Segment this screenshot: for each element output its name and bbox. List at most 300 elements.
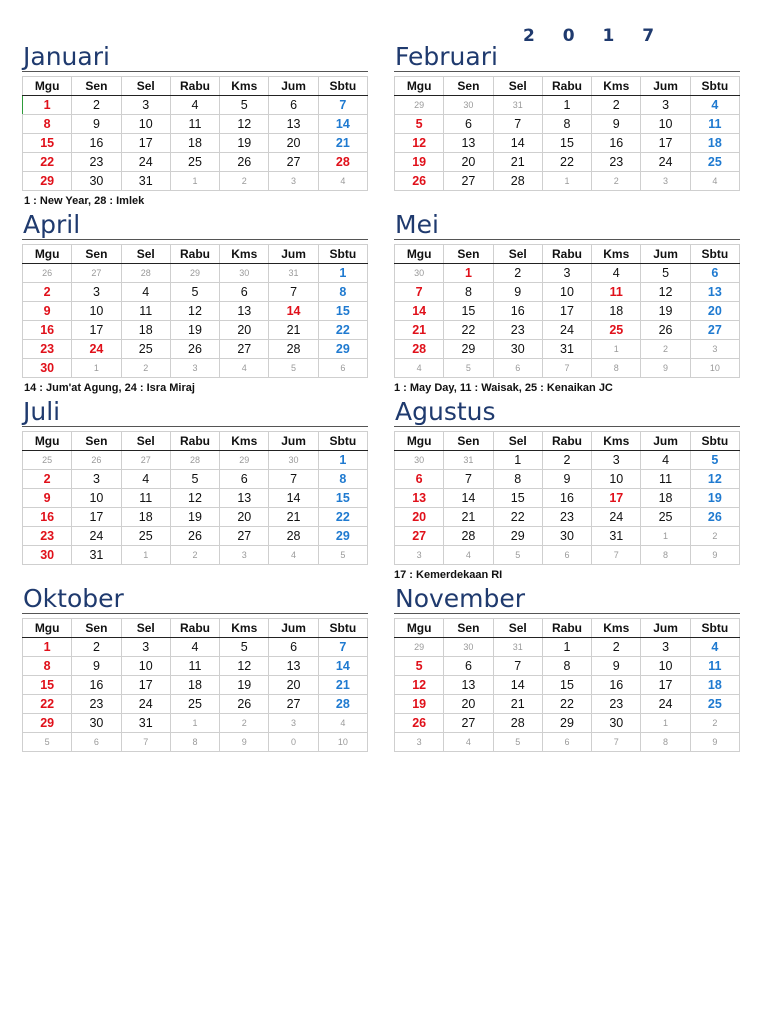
day-cell: 2: [641, 340, 690, 359]
weekday-header: Kms: [220, 245, 269, 264]
weekday-header: Sen: [72, 619, 121, 638]
day-cell: 1: [542, 96, 591, 115]
week-row: [395, 638, 740, 657]
weekday-header-row: [23, 77, 368, 96]
day-cell: 27: [220, 340, 269, 359]
day-cell: 6: [318, 359, 367, 378]
week-row: [395, 546, 740, 565]
day-cell: 27: [72, 264, 121, 283]
week-row: [23, 489, 368, 508]
day-cell: 11: [121, 489, 170, 508]
day-cell: 5: [395, 115, 444, 134]
weekday-header: Sbtu: [690, 432, 739, 451]
day-cell: 16: [542, 489, 591, 508]
day-cell: 12: [170, 489, 219, 508]
day-cell: 5: [23, 733, 72, 752]
weekday-header-row: [395, 77, 740, 96]
month-november: [394, 586, 740, 752]
weekday-header: Kms: [220, 432, 269, 451]
week-row: [395, 134, 740, 153]
day-cell: 1: [170, 714, 219, 733]
weekday-header: Kms: [220, 77, 269, 96]
day-cell: 16: [493, 302, 542, 321]
day-cell: 9: [690, 733, 739, 752]
day-cell: 13: [220, 302, 269, 321]
day-cell: 22: [318, 321, 367, 340]
day-cell: 28: [493, 714, 542, 733]
day-cell: 29: [493, 527, 542, 546]
week-row: [395, 695, 740, 714]
day-cell: 4: [170, 96, 219, 115]
weekday-header: Sel: [493, 619, 542, 638]
day-cell: 10: [641, 657, 690, 676]
day-cell: 11: [121, 302, 170, 321]
calendar-grid: [22, 76, 368, 191]
week-row: [395, 676, 740, 695]
day-cell: 19: [395, 153, 444, 172]
weekday-header: Sen: [444, 77, 493, 96]
day-cell: 14: [444, 489, 493, 508]
day-cell: 6: [269, 96, 318, 115]
day-cell: 5: [493, 546, 542, 565]
day-cell: 14: [269, 302, 318, 321]
day-cell: 30: [23, 359, 72, 378]
day-cell: 1: [592, 340, 641, 359]
day-cell: 26: [23, 264, 72, 283]
day-cell: 29: [395, 638, 444, 657]
day-cell: 20: [220, 508, 269, 527]
day-cell: 25: [121, 527, 170, 546]
day-cell: 11: [690, 115, 739, 134]
day-cell: 19: [690, 489, 739, 508]
week-row: [23, 153, 368, 172]
day-cell: 16: [592, 676, 641, 695]
day-cell: 28: [493, 172, 542, 191]
weekday-header: Rabu: [170, 619, 219, 638]
day-cell: 9: [493, 283, 542, 302]
day-cell: 9: [592, 115, 641, 134]
day-cell: 23: [72, 695, 121, 714]
day-cell: 10: [72, 489, 121, 508]
day-cell: 17: [72, 321, 121, 340]
day-cell: 10: [318, 733, 367, 752]
day-cell: 2: [690, 527, 739, 546]
week-row: [395, 489, 740, 508]
day-cell: 25: [641, 508, 690, 527]
day-cell: 8: [641, 733, 690, 752]
weekday-header: Kms: [592, 77, 641, 96]
weekday-header: Sbtu: [690, 77, 739, 96]
day-cell: 20: [444, 695, 493, 714]
weekday-header: Rabu: [542, 432, 591, 451]
day-cell: 4: [444, 546, 493, 565]
day-cell: 26: [641, 321, 690, 340]
weekday-header: Kms: [592, 619, 641, 638]
week-row: [395, 657, 740, 676]
weekday-header: Sen: [72, 77, 121, 96]
day-cell: 24: [592, 508, 641, 527]
day-cell: 3: [592, 451, 641, 470]
week-row: [23, 676, 368, 695]
weekday-header: Rabu: [542, 619, 591, 638]
day-cell: 15: [23, 134, 72, 153]
day-cell: 14: [493, 134, 542, 153]
day-cell: 26: [220, 153, 269, 172]
day-cell: 15: [318, 302, 367, 321]
day-cell: 6: [542, 546, 591, 565]
day-cell: 16: [23, 508, 72, 527]
day-cell: 29: [318, 527, 367, 546]
day-cell: 9: [23, 489, 72, 508]
day-cell: 21: [269, 321, 318, 340]
day-cell: 19: [641, 302, 690, 321]
weekday-header: Sbtu: [318, 619, 367, 638]
week-row: [23, 134, 368, 153]
day-cell: 30: [72, 714, 121, 733]
day-cell: 14: [318, 657, 367, 676]
day-cell: 5: [395, 657, 444, 676]
day-cell: 18: [121, 508, 170, 527]
week-row: [23, 359, 368, 378]
day-cell: 2: [121, 359, 170, 378]
day-cell: 2: [592, 638, 641, 657]
day-cell: 4: [641, 451, 690, 470]
day-cell: 29: [444, 340, 493, 359]
day-cell: 29: [318, 340, 367, 359]
day-cell: 14: [318, 115, 367, 134]
year-title: 2 0 1 7: [523, 26, 666, 46]
day-cell: 1: [542, 638, 591, 657]
day-cell: 30: [23, 546, 72, 565]
weekday-header: Sel: [493, 432, 542, 451]
calendar-grid: [394, 244, 740, 378]
week-row: [23, 527, 368, 546]
day-cell: 25: [690, 695, 739, 714]
week-row: [395, 302, 740, 321]
day-cell: 27: [690, 321, 739, 340]
day-cell: 2: [220, 172, 269, 191]
day-cell: 2: [72, 638, 121, 657]
calendar-grid: [22, 618, 368, 752]
day-cell: 9: [592, 657, 641, 676]
day-cell: 12: [395, 676, 444, 695]
week-row: [395, 470, 740, 489]
day-cell: 7: [493, 657, 542, 676]
day-cell: 9: [23, 302, 72, 321]
day-cell: 6: [493, 359, 542, 378]
day-cell: 25: [23, 451, 72, 470]
weekday-header: Sbtu: [318, 245, 367, 264]
weekday-header: Sen: [444, 619, 493, 638]
day-cell: 17: [641, 134, 690, 153]
week-row: [23, 96, 368, 115]
weekday-header: Sbtu: [690, 619, 739, 638]
day-cell: 31: [542, 340, 591, 359]
day-cell: 4: [121, 283, 170, 302]
day-cell: 30: [493, 340, 542, 359]
weekday-header: Sbtu: [318, 77, 367, 96]
day-cell: 30: [542, 527, 591, 546]
month-februari: [394, 44, 740, 191]
day-cell: 3: [690, 340, 739, 359]
weekday-header: Jum: [641, 619, 690, 638]
day-cell: 17: [592, 489, 641, 508]
week-row: [395, 264, 740, 283]
day-cell: 31: [121, 714, 170, 733]
day-cell: 29: [220, 451, 269, 470]
day-cell: 14: [395, 302, 444, 321]
weekday-header: Mgu: [23, 245, 72, 264]
day-cell: 4: [220, 359, 269, 378]
day-cell: 10: [690, 359, 739, 378]
day-cell: 5: [444, 359, 493, 378]
month-april: [22, 212, 368, 378]
day-cell: 8: [444, 283, 493, 302]
day-cell: 1: [641, 714, 690, 733]
day-cell: 5: [269, 359, 318, 378]
day-cell: 29: [23, 714, 72, 733]
weekday-header: Sen: [444, 245, 493, 264]
day-cell: 14: [493, 676, 542, 695]
day-cell: 3: [269, 714, 318, 733]
month-title: Januari: [22, 44, 368, 72]
holiday-note: 17 : Kemerdekaan RI: [394, 569, 503, 581]
day-cell: 27: [220, 527, 269, 546]
day-cell: 3: [641, 172, 690, 191]
week-row: [23, 451, 368, 470]
day-cell: 7: [269, 283, 318, 302]
day-cell: 22: [542, 695, 591, 714]
holiday-note: 1 : May Day, 11 : Waisak, 25 : Kenaikan JC: [394, 382, 613, 394]
day-cell: 21: [493, 153, 542, 172]
day-cell: 16: [72, 676, 121, 695]
weekday-header: Mgu: [395, 245, 444, 264]
day-cell: 11: [592, 283, 641, 302]
day-cell: 8: [318, 470, 367, 489]
weekday-header: Sen: [444, 432, 493, 451]
day-cell: 10: [121, 657, 170, 676]
day-cell: 11: [170, 657, 219, 676]
day-cell: 6: [444, 115, 493, 134]
day-cell: 8: [23, 657, 72, 676]
weekday-header: Jum: [641, 432, 690, 451]
day-cell: 12: [220, 115, 269, 134]
day-cell: 18: [592, 302, 641, 321]
day-cell: 30: [269, 451, 318, 470]
weekday-header-row: [23, 619, 368, 638]
day-cell: 12: [395, 134, 444, 153]
day-cell: 1: [318, 451, 367, 470]
day-cell: 10: [641, 115, 690, 134]
day-cell: 1: [542, 172, 591, 191]
day-cell: 24: [121, 695, 170, 714]
day-cell: 31: [269, 264, 318, 283]
week-row: [23, 546, 368, 565]
day-cell: 21: [318, 676, 367, 695]
weekday-header: Sel: [121, 432, 170, 451]
day-cell: 4: [121, 470, 170, 489]
day-cell: 8: [318, 283, 367, 302]
day-cell: 24: [121, 153, 170, 172]
day-cell: 20: [269, 676, 318, 695]
day-cell: 4: [592, 264, 641, 283]
day-cell: 1: [493, 451, 542, 470]
day-cell: 17: [121, 134, 170, 153]
weekday-header: Sbtu: [318, 432, 367, 451]
weekday-header: Sen: [72, 245, 121, 264]
day-cell: 28: [318, 153, 367, 172]
day-cell: 31: [121, 172, 170, 191]
week-row: [23, 695, 368, 714]
day-cell: 3: [72, 470, 121, 489]
day-cell: 20: [220, 321, 269, 340]
week-row: [395, 172, 740, 191]
day-cell: 25: [690, 153, 739, 172]
month-juli: [22, 399, 368, 565]
day-cell: 18: [121, 321, 170, 340]
week-row: [23, 340, 368, 359]
month-title: November: [394, 586, 740, 614]
weekday-header: Rabu: [170, 432, 219, 451]
day-cell: 22: [23, 153, 72, 172]
day-cell: 30: [444, 638, 493, 657]
week-row: [395, 359, 740, 378]
day-cell: 5: [493, 733, 542, 752]
day-cell: 26: [72, 451, 121, 470]
day-cell: 4: [170, 638, 219, 657]
week-row: [23, 508, 368, 527]
day-cell: 1: [641, 527, 690, 546]
day-cell: 12: [690, 470, 739, 489]
day-cell: 5: [220, 96, 269, 115]
day-cell: 6: [220, 470, 269, 489]
day-cell: 7: [318, 96, 367, 115]
day-cell: 26: [170, 527, 219, 546]
weekday-header: Rabu: [542, 245, 591, 264]
day-cell: 24: [72, 340, 121, 359]
day-cell: 3: [641, 638, 690, 657]
weekday-header: Jum: [269, 245, 318, 264]
weekday-header-row: [395, 619, 740, 638]
day-cell: 22: [493, 508, 542, 527]
week-row: [23, 321, 368, 340]
week-row: [395, 115, 740, 134]
day-cell: 4: [690, 172, 739, 191]
day-cell: 18: [170, 676, 219, 695]
week-row: [395, 340, 740, 359]
day-cell: 22: [23, 695, 72, 714]
day-cell: 1: [318, 264, 367, 283]
day-cell: 2: [72, 96, 121, 115]
day-cell: 16: [23, 321, 72, 340]
day-cell: 10: [72, 302, 121, 321]
day-cell: 19: [170, 321, 219, 340]
day-cell: 5: [318, 546, 367, 565]
week-row: [23, 638, 368, 657]
day-cell: 30: [395, 264, 444, 283]
day-cell: 19: [395, 695, 444, 714]
day-cell: 22: [318, 508, 367, 527]
day-cell: 4: [690, 96, 739, 115]
week-row: [23, 302, 368, 321]
day-cell: 1: [170, 172, 219, 191]
week-row: [395, 508, 740, 527]
weekday-header: Jum: [641, 245, 690, 264]
weekday-header-row: [23, 245, 368, 264]
day-cell: 23: [23, 340, 72, 359]
day-cell: 7: [121, 733, 170, 752]
day-cell: 13: [269, 115, 318, 134]
day-cell: 23: [493, 321, 542, 340]
day-cell: 30: [444, 96, 493, 115]
day-cell: 17: [542, 302, 591, 321]
week-row: [395, 714, 740, 733]
day-cell: 1: [121, 546, 170, 565]
calendar-grid: [22, 431, 368, 565]
day-cell: 14: [269, 489, 318, 508]
day-cell: 6: [395, 470, 444, 489]
calendar-grid: [394, 618, 740, 752]
calendar-grid: [394, 76, 740, 191]
week-row: [23, 714, 368, 733]
week-row: [23, 283, 368, 302]
day-cell: 18: [170, 134, 219, 153]
day-cell: 6: [444, 657, 493, 676]
day-cell: 26: [690, 508, 739, 527]
day-cell: 27: [269, 695, 318, 714]
day-cell: 23: [72, 153, 121, 172]
day-cell: 9: [72, 657, 121, 676]
day-cell: 6: [542, 733, 591, 752]
day-cell: 6: [690, 264, 739, 283]
day-cell: 4: [690, 638, 739, 657]
weekday-header-row: [395, 432, 740, 451]
day-cell: 21: [493, 695, 542, 714]
day-cell: 18: [690, 134, 739, 153]
day-cell: 6: [72, 733, 121, 752]
day-cell: 2: [592, 172, 641, 191]
weekday-header: Jum: [269, 77, 318, 96]
week-row: [23, 733, 368, 752]
day-cell: 12: [641, 283, 690, 302]
day-cell: 25: [170, 695, 219, 714]
day-cell: 29: [395, 96, 444, 115]
day-cell: 25: [170, 153, 219, 172]
day-cell: 27: [121, 451, 170, 470]
weekday-header: Mgu: [23, 619, 72, 638]
day-cell: 5: [170, 470, 219, 489]
day-cell: 15: [444, 302, 493, 321]
weekday-header: Mgu: [23, 432, 72, 451]
day-cell: 28: [269, 340, 318, 359]
month-title: Mei: [394, 212, 740, 240]
day-cell: 4: [318, 172, 367, 191]
day-cell: 6: [220, 283, 269, 302]
day-cell: 29: [170, 264, 219, 283]
day-cell: 17: [121, 676, 170, 695]
month-title: April: [22, 212, 368, 240]
weekday-header: Sbtu: [690, 245, 739, 264]
day-cell: 3: [641, 96, 690, 115]
day-cell: 24: [542, 321, 591, 340]
month-januari: [22, 44, 368, 191]
weekday-header: Sel: [121, 245, 170, 264]
weekday-header: Mgu: [395, 77, 444, 96]
day-cell: 2: [23, 470, 72, 489]
day-cell: 30: [592, 714, 641, 733]
day-cell: 3: [121, 638, 170, 657]
week-row: [395, 733, 740, 752]
